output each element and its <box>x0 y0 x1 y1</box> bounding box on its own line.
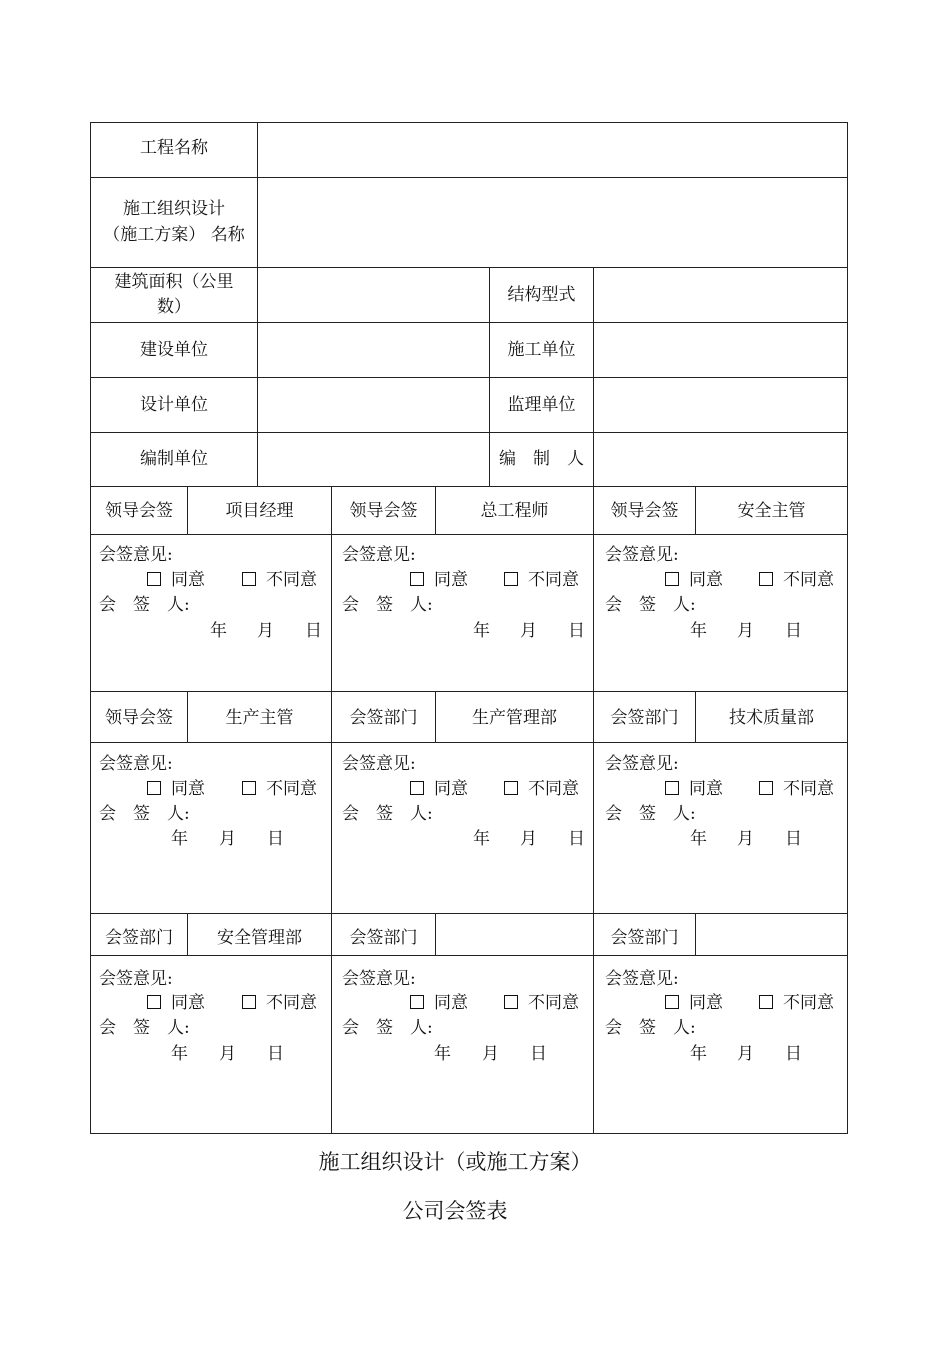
agree-option[interactable] <box>410 569 468 591</box>
checkbox-icon[interactable] <box>759 781 773 795</box>
agree-option[interactable] <box>147 778 205 800</box>
agree-option[interactable] <box>665 569 723 591</box>
disagree-option[interactable] <box>759 992 834 1014</box>
signer-label: 会 签 人: <box>99 595 190 615</box>
disagree-label: 不同意 <box>266 779 317 799</box>
disagree-option[interactable] <box>504 569 579 591</box>
year-label: 年 <box>690 1044 707 1064</box>
disagree-label: 不同意 <box>528 779 579 799</box>
col-divider <box>435 913 436 955</box>
signoff-type-label: 会签部门 <box>610 928 679 948</box>
disagree-option[interactable] <box>759 778 834 800</box>
col-divider <box>593 486 594 1134</box>
opinion-label: 会签意见: <box>605 754 679 774</box>
disagree-label: 不同意 <box>266 993 317 1013</box>
opinion-label: 会签意见: <box>99 754 173 774</box>
row-divider <box>90 534 848 535</box>
agree-label: 同意 <box>434 570 468 590</box>
signer-label: 会 签 人: <box>342 804 433 824</box>
disagree-label: 不同意 <box>783 570 834 590</box>
checkbox-icon[interactable] <box>665 781 679 795</box>
disagree-option[interactable] <box>504 778 579 800</box>
checkbox-icon[interactable] <box>410 572 424 586</box>
row-divider <box>90 486 848 487</box>
signer-label: 会 签 人: <box>342 1018 433 1038</box>
checkbox-icon[interactable] <box>504 781 518 795</box>
opinion-label: 会签意见: <box>605 969 679 989</box>
agree-label: 同意 <box>171 993 205 1013</box>
signer-label: 会 签 人: <box>605 1018 696 1038</box>
opinion-label: 会签意见: <box>99 545 173 565</box>
checkbox-icon[interactable] <box>759 572 773 586</box>
day-label: 日 <box>785 829 802 849</box>
checkbox-icon[interactable] <box>665 995 679 1009</box>
checkbox-icon[interactable] <box>242 781 256 795</box>
signoff-type-label: 会签部门 <box>349 708 418 728</box>
agree-option[interactable] <box>147 569 205 591</box>
signoff-type-label: 会签部门 <box>349 928 418 948</box>
row-divider <box>90 267 848 268</box>
signoff-type-label: 领导会签 <box>349 501 418 521</box>
signoff-type-label: 会签部门 <box>105 928 173 948</box>
month-label: 月 <box>737 621 754 641</box>
checkbox-icon[interactable] <box>759 995 773 1009</box>
day-label: 日 <box>267 829 284 849</box>
year-label: 年 <box>171 829 188 849</box>
day-label: 日 <box>568 621 585 641</box>
month-label: 月 <box>737 829 754 849</box>
checkbox-icon[interactable] <box>665 572 679 586</box>
col-divider <box>695 913 696 955</box>
year-label: 年 <box>171 1044 188 1064</box>
agree-label: 同意 <box>171 570 205 590</box>
signer-label: 会 签 人: <box>99 804 190 824</box>
checkbox-icon[interactable] <box>147 572 161 586</box>
project-name-label: 工程名称 <box>140 138 208 158</box>
disagree-option[interactable] <box>242 992 317 1014</box>
area-label-line2: 数） <box>157 297 191 317</box>
agree-label: 同意 <box>689 779 723 799</box>
design-name-label-line1: 施工组织设计 <box>123 199 225 219</box>
agree-label: 同意 <box>434 993 468 1013</box>
opinion-label: 会签意见: <box>342 545 416 565</box>
month-label: 月 <box>737 1044 754 1064</box>
disagree-option[interactable] <box>242 778 317 800</box>
signoff-role-label: 安全主管 <box>737 501 806 521</box>
year-label: 年 <box>473 621 490 641</box>
structure-label: 结构型式 <box>507 285 576 305</box>
disagree-label: 不同意 <box>783 779 834 799</box>
checkbox-icon[interactable] <box>147 781 161 795</box>
year-label: 年 <box>473 829 490 849</box>
disagree-label: 不同意 <box>528 570 579 590</box>
row-divider <box>90 377 848 378</box>
compiler-label: 编 制 人 <box>499 449 584 469</box>
opinion-label: 会签意见: <box>99 969 173 989</box>
signer-label: 会 签 人: <box>342 595 433 615</box>
designer-label: 设计单位 <box>140 395 208 415</box>
opinion-label: 会签意见: <box>342 969 416 989</box>
opinion-label: 会签意见: <box>342 754 416 774</box>
day-label: 日 <box>568 829 585 849</box>
checkbox-icon[interactable] <box>410 781 424 795</box>
checkbox-icon[interactable] <box>504 995 518 1009</box>
agree-label: 同意 <box>434 779 468 799</box>
row-divider <box>90 913 848 914</box>
col-divider <box>593 267 594 487</box>
agree-option[interactable] <box>665 992 723 1014</box>
signoff-role-label: 生产管理部 <box>472 708 557 728</box>
compiler-unit-label: 编制单位 <box>140 449 208 469</box>
year-label: 年 <box>690 829 707 849</box>
day-label: 日 <box>785 1044 802 1064</box>
table-border-top <box>90 122 848 123</box>
design-name-label-line2: （施工方案） 名称 <box>103 225 245 245</box>
form-title-line1: 施工组织设计（或施工方案） <box>318 1150 592 1174</box>
contractor-label: 施工单位 <box>507 340 576 360</box>
row-divider <box>90 691 848 692</box>
row-divider <box>90 177 848 178</box>
checkbox-icon[interactable] <box>504 572 518 586</box>
signoff-role-label: 总工程师 <box>480 501 549 521</box>
signoff-type-label: 会签部门 <box>610 708 679 728</box>
disagree-option[interactable] <box>759 569 834 591</box>
checkbox-icon[interactable] <box>147 995 161 1009</box>
signoff-type-label: 领导会签 <box>610 501 679 521</box>
month-label: 月 <box>219 829 236 849</box>
month-label: 月 <box>219 1044 236 1064</box>
row-divider <box>90 432 848 433</box>
row-divider <box>90 322 848 323</box>
supervisor-label: 监理单位 <box>507 395 576 415</box>
disagree-label: 不同意 <box>266 570 317 590</box>
table-border-bottom <box>90 1133 848 1134</box>
signoff-type-label: 领导会签 <box>105 708 173 728</box>
col-divider <box>257 122 258 487</box>
disagree-option[interactable] <box>504 992 579 1014</box>
disagree-label: 不同意 <box>783 993 834 1013</box>
month-label: 月 <box>520 829 537 849</box>
signoff-role-label: 安全管理部 <box>217 928 302 948</box>
opinion-label: 会签意见: <box>605 545 679 565</box>
agree-option[interactable] <box>410 778 468 800</box>
row-divider <box>90 742 848 743</box>
month-label: 月 <box>257 621 274 641</box>
day-label: 日 <box>785 621 802 641</box>
agree-label: 同意 <box>171 779 205 799</box>
signer-label: 会 签 人: <box>605 804 696 824</box>
agree-label: 同意 <box>689 570 723 590</box>
year-label: 年 <box>434 1044 451 1064</box>
checkbox-icon[interactable] <box>242 572 256 586</box>
agree-option[interactable] <box>410 992 468 1014</box>
checkbox-icon[interactable] <box>410 995 424 1009</box>
month-label: 月 <box>520 621 537 641</box>
month-label: 月 <box>482 1044 499 1064</box>
signoff-role-label: 技术质量部 <box>729 708 814 728</box>
agree-label: 同意 <box>689 993 723 1013</box>
form-title-line2: 公司会签表 <box>402 1199 508 1223</box>
year-label: 年 <box>210 621 227 641</box>
agree-option[interactable] <box>147 992 205 1014</box>
day-label: 日 <box>305 621 322 641</box>
table-border-right <box>847 122 848 1134</box>
area-label-line1: 建筑面积（公里 <box>114 272 234 292</box>
signoff-role-label: 项目经理 <box>225 501 294 521</box>
year-label: 年 <box>690 621 707 641</box>
disagree-option[interactable] <box>242 569 317 591</box>
signoff-type-label: 领导会签 <box>105 501 173 521</box>
day-label: 日 <box>267 1044 284 1064</box>
row-divider <box>90 955 848 956</box>
signoff-role-label: 生产主管 <box>225 708 294 728</box>
checkbox-icon[interactable] <box>242 995 256 1009</box>
col-divider <box>331 486 332 1134</box>
owner-label: 建设单位 <box>140 340 208 360</box>
signer-label: 会 签 人: <box>99 1018 190 1038</box>
disagree-label: 不同意 <box>528 993 579 1013</box>
signer-label: 会 签 人: <box>605 595 696 615</box>
agree-option[interactable] <box>665 778 723 800</box>
day-label: 日 <box>530 1044 547 1064</box>
